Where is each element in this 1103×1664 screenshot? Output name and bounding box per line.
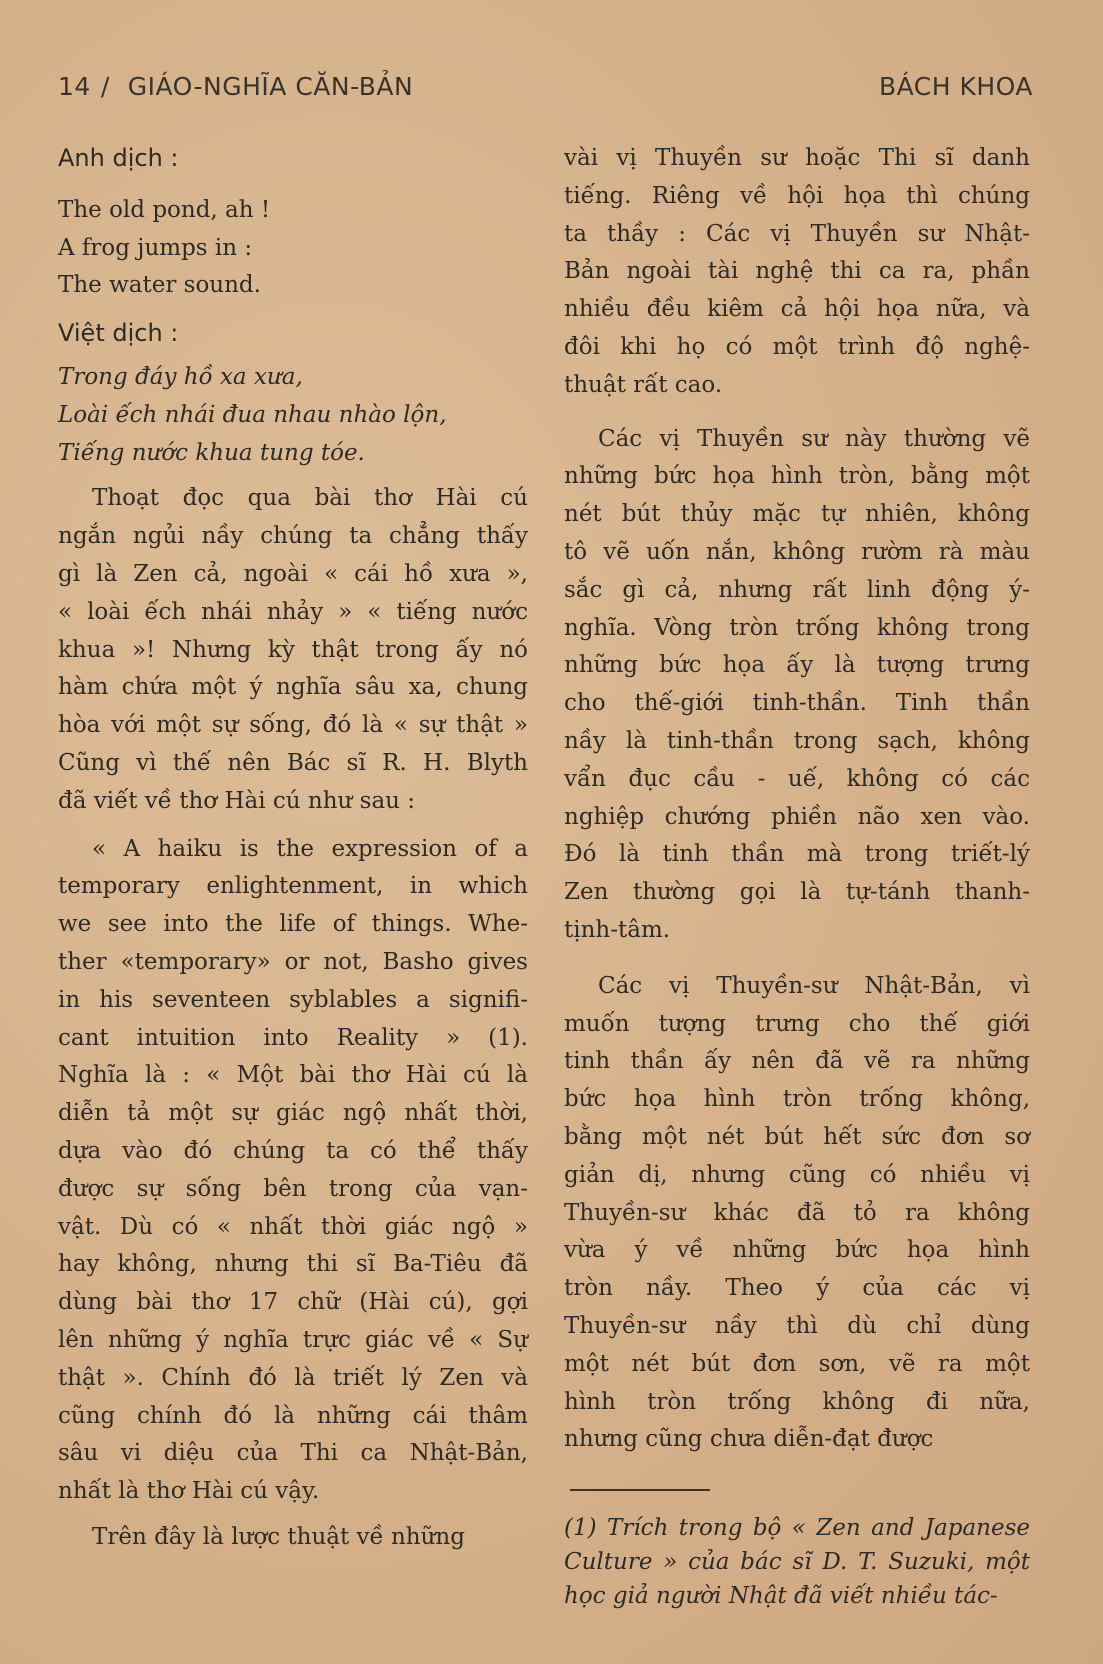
page-number: 14 [58,72,91,101]
text-line: nét bút thủy mặc tự nhiên, không [564,501,1030,528]
text-line: muốn tượng trưng cho thế giới [564,1010,1030,1037]
text-line: vẩn đục cầu - uế, không có các [564,765,1030,792]
text-line: « A haiku is the expression of a [92,835,528,862]
viet-poem [58,359,528,472]
text-line: ta thầy : Các vị Thuyền sư Nhật- [564,220,1030,247]
header-divider: / [100,72,110,101]
text-line: cho thế-giới tinh-thần. Tinh thần [564,690,1030,717]
footnote-line: học giả người Nhật đã viết nhiều tác- [564,1583,998,1610]
english-label: Anh dịch : [58,144,179,172]
text-line: nhưng cũng chưa diễn-đạt được [564,1426,934,1453]
text-line: ngắn ngủi nầy chúng ta chẳng thấy [58,523,528,550]
english-poem [58,192,528,305]
footnote [564,1511,1030,1613]
left-paragraph-2 [58,831,528,1511]
text-line: cant intuition into Reality » (1). [58,1024,528,1051]
text-line: ther «temporary» or not, Basho gives [58,948,528,975]
text-line: tiếng. Riêng về hội họa thì chúng [564,182,1030,209]
text-line: giản dị, nhưng cũng có nhiều vị [564,1161,1030,1188]
running-title: GIÁO-NGHĨA CĂN-BẢN [127,72,414,101]
poem-line: The water sound. [58,272,261,299]
poem-line: The old pond, ah ! [58,196,271,223]
text-line: Thuyền-sư nầy thì dù chỉ dùng [564,1312,1030,1339]
left-column [58,140,528,1557]
text-line: thuật rất cao. [564,371,723,398]
text-line: Nghĩa là : « Một bài thơ Hài cú là [58,1062,528,1089]
text-line: Các vị Thuyền-sư Nhật-Bản, vì [598,972,1030,999]
text-line: tròn nầy. Theo ý của các vị [564,1275,1030,1302]
text-line: we see into the life of things. Whe- [58,911,528,938]
page-header [58,72,1033,112]
text-line: Cũng vì thế nên Bác sĩ R. H. Blyth [58,749,528,776]
text-line: sâu vi diệu của Thi ca Nhật-Bản, [58,1440,528,1467]
magazine-title: BÁCH KHOA [878,72,1033,101]
text-line: tô vẽ uốn nắn, không rườm rà màu [564,538,1030,565]
poem-line: Trong đáy hồ xa xưa, [58,363,303,390]
text-line: tinh thần ấy nên đã vẽ ra những [564,1048,1030,1075]
text-line: gì là Zen cả, ngoài « cái hồ xưa », [58,560,528,587]
text-line: nghĩa. Vòng tròn trống không trong [564,614,1030,641]
text-line: nhiều đều kiêm cả hội họa nữa, và [564,296,1030,323]
right-paragraph-2 [564,421,1030,950]
text-line: những bức họa ấy là tượng trưng [564,652,1030,679]
right-column [564,140,1030,1613]
left-paragraph-3: Trên đây là lược thuật về những [92,1523,465,1550]
header-left [58,72,413,101]
text-line: Thuyền-sư khác đã tỏ ra không [564,1199,1030,1226]
text-line: khua »! Nhưng kỳ thật trong ấy nó [58,636,528,663]
text-line: in his seventeen syblables a signifi- [58,986,528,1013]
text-line: đôi khi họ có một trình độ nghệ- [564,333,1030,360]
text-line: Zen thường gọi là tự-tánh thanh- [564,879,1030,906]
text-line: hình tròn trống không đi nữa, [564,1388,1030,1415]
left-paragraph-1 [58,480,528,820]
poem-line: Loài ếch nhái đua nhau nhào lộn, [58,401,447,428]
text-line: hay không, nhưng thi sĩ Ba-Tiêu đã [58,1251,528,1278]
text-line: « loài ếch nhái nhảy » « tiếng nước [58,598,528,625]
right-paragraph-1 [564,140,1030,405]
text-line: nầy là tinh-thần trong sạch, không [564,727,1030,754]
text-line: temporary enlightenment, in which [58,873,528,900]
text-line: sắc gì cả, nhưng rất linh động ý- [564,576,1030,603]
text-line: diễn tả một sự giác ngộ nhất thời, [58,1100,528,1127]
text-line: thật ». Chính đó là triết lý Zen và [58,1364,528,1391]
text-line: hòa với một sự sống, đó là « sự thật » [58,712,528,739]
text-line: bức họa hình tròn trống không, [564,1086,1030,1113]
text-line: được sự sống bên trong của vạn- [58,1175,528,1202]
text-line: bằng một nét bút hết sức đơn sơ [564,1123,1030,1150]
text-line: Thoạt đọc qua bài thơ Hài cú [92,485,528,512]
text-line: hàm chứa một ý nghĩa sâu xa, chung [58,674,528,701]
text-line: nghiệp chướng phiền não xen vào. [564,803,1030,830]
text-line: cũng chính đó là những cái thâm [58,1402,528,1429]
right-paragraph-3 [564,968,1030,1459]
footnote-rule [570,1489,710,1491]
poem-line: A frog jumps in : [58,234,253,261]
text-line: những bức họa hình tròn, bằng một [564,463,1030,490]
text-line: Các vị Thuyền sư này thường vẽ [598,425,1030,452]
text-line: lên những ý nghĩa trực giác về « Sự [58,1326,528,1353]
viet-label: Việt dịch : [58,319,179,348]
footnote-line: (1) Trích trong bộ « Zen and Japanese [564,1515,1030,1542]
text-line: vật. Dù có « nhất thời giác ngộ » [58,1213,528,1240]
footnote-line: Culture » của bác sĩ D. T. Suzuki, một [564,1549,1030,1576]
text-line: tịnh-tâm. [564,916,671,943]
text-line: vài vị Thuyền sư hoặc Thi sĩ danh [564,145,1030,171]
text-line: vừa ý về những bức họa hình [564,1237,1030,1264]
text-line: dùng bài thơ 17 chữ (Hài cú), gợi [58,1289,528,1316]
text-line: một nét bút đơn sơn, vẽ ra một [564,1350,1030,1377]
text-line: đã viết về thơ Hài cú như sau : [58,787,416,814]
text-line: Đó là tinh thần mà trong triết-lý [564,841,1030,868]
text-line: Bản ngoài tài nghệ thi ca ra, phần [564,258,1030,285]
text-line: dựa vào đó chúng ta có thể thấy [58,1137,528,1164]
poem-line: Tiếng nước khua tung tóe. [58,439,365,466]
text-line: nhất là thơ Hài cú vậy. [58,1478,320,1505]
